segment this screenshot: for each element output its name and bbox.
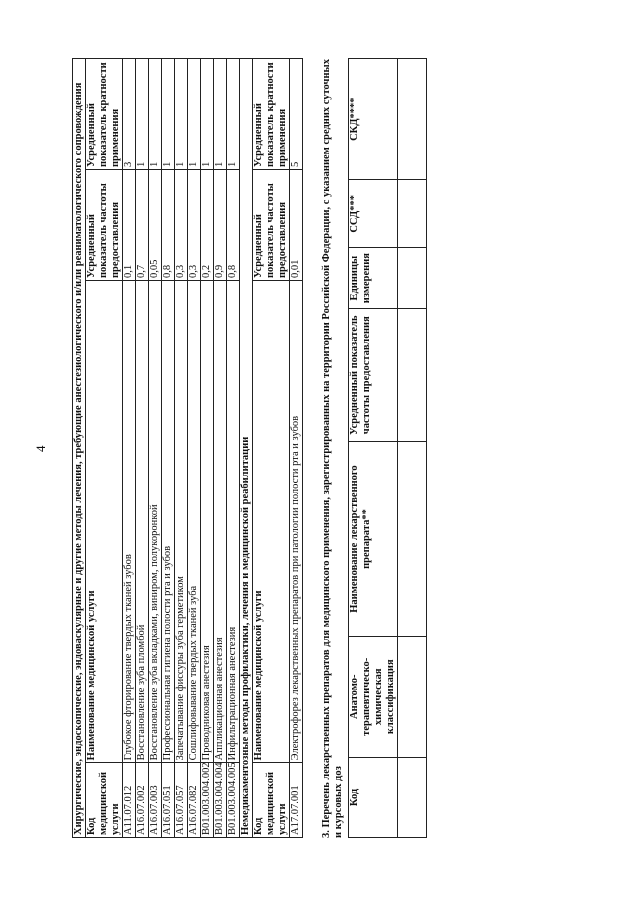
table-row xyxy=(149,59,162,838)
service-name: Электрофорез лекарственных препаратов при патологии полости рта и зубов xyxy=(290,281,303,763)
frequency-value: 0,9 xyxy=(214,170,227,281)
surgical-methods-table xyxy=(72,58,303,838)
service-name: Аппликационная анестезия xyxy=(214,281,227,763)
header-unit: Единицы измерения xyxy=(349,248,398,309)
table-row xyxy=(201,59,214,838)
table-row xyxy=(290,59,303,838)
frequency-value: 0,01 xyxy=(290,170,303,281)
multiplicity-value: 1 xyxy=(201,59,214,170)
empty-cell xyxy=(398,442,427,636)
table-header-row xyxy=(349,59,398,838)
service-code: B01.003.004.005 xyxy=(227,763,240,838)
multiplicity-value: 1 xyxy=(188,59,201,170)
frequency-value: 0,7 xyxy=(136,170,149,281)
drugs-table xyxy=(348,58,427,838)
header-code: Код xyxy=(349,757,398,837)
service-code: A16.07.003 xyxy=(149,763,162,838)
header-frequency: Усредненный показатель частоты предоставления xyxy=(349,308,398,441)
header-code: Код медицинской услуги xyxy=(86,763,123,838)
frequency-value: 0,2 xyxy=(201,170,214,281)
service-code: A16.07.051 xyxy=(162,763,175,838)
table-row xyxy=(175,59,188,838)
multiplicity-value: 1 xyxy=(175,59,188,170)
empty-cell xyxy=(398,248,427,309)
table-row xyxy=(398,59,427,838)
service-code: B01.003.004.002 xyxy=(201,763,214,838)
table-row xyxy=(123,59,136,838)
frequency-value: 0,1 xyxy=(123,170,136,281)
multiplicity-value: 5 xyxy=(290,59,303,170)
table-row xyxy=(214,59,227,838)
service-code: A11.07.012 xyxy=(123,763,136,838)
table-row xyxy=(188,59,201,838)
service-code: A16.07.057 xyxy=(175,763,188,838)
empty-cell xyxy=(398,757,427,837)
document-sheet xyxy=(72,58,612,838)
header-frequency: Усредненный показатель частоты предоставления xyxy=(253,170,290,281)
service-name: Профессиональная гигиена полости рта и зубов xyxy=(162,281,175,763)
table-header-row xyxy=(86,59,123,838)
multiplicity-value: 1 xyxy=(214,59,227,170)
frequency-value: 0,8 xyxy=(162,170,175,281)
service-name: Запечатывание фиссуры зуба герметиком xyxy=(175,281,188,763)
service-code: B01.003.004.004 xyxy=(214,763,227,838)
table-row xyxy=(227,59,240,838)
table-row xyxy=(136,59,149,838)
surgical-section-title: Хирургические, эндоскопические, эндоваскулярные и другие методы лечения, требующие анестезиологического и/или реаниматологического сопровождения xyxy=(73,59,86,838)
table-row xyxy=(162,59,175,838)
service-name: Глубокое фторирование твердых тканей зубов xyxy=(123,281,136,763)
header-multiplicity: Усредненный показатель кратности применения xyxy=(86,59,123,170)
multiplicity-value: 3 xyxy=(123,59,136,170)
header-code: Код медицинской услуги xyxy=(253,763,290,838)
empty-cell xyxy=(398,308,427,441)
service-name: Проводниковая анестезия xyxy=(201,281,214,763)
drugs-section-title: 3. Перечень лекарственных препаратов для медицинского применения, зарегистрированных на территории Российской Федерации, с указанием средних суточных и курсовых доз xyxy=(321,59,344,838)
empty-cell xyxy=(398,59,427,180)
frequency-value: 0,3 xyxy=(175,170,188,281)
service-name: Сошлифовывание твердых тканей зуба xyxy=(188,281,201,763)
multiplicity-value: 1 xyxy=(136,59,149,170)
header-multiplicity: Усредненный показатель кратности применения xyxy=(253,59,290,170)
multiplicity-value: 1 xyxy=(162,59,175,170)
header-atc: Анатомо-терапевтическо-химическая классификация xyxy=(349,636,398,757)
page-number: 4 xyxy=(33,445,48,452)
header-name: Наименование медицинской услуги xyxy=(86,281,123,763)
header-ssd: ССД*** xyxy=(349,180,398,248)
frequency-value: 0,05 xyxy=(149,170,162,281)
service-name: Восстановление зуба пломбой xyxy=(136,281,149,763)
frequency-value: 0,3 xyxy=(188,170,201,281)
service-name: Восстановление зуба вкладками, виниром, полукоронкой xyxy=(149,281,162,763)
empty-cell xyxy=(398,636,427,757)
header-name: Наименование медицинской услуги xyxy=(253,281,290,763)
multiplicity-value: 1 xyxy=(227,59,240,170)
service-code: A16.07.002 xyxy=(136,763,149,838)
nondrug-section-title: Немедикаментозные методы профилактики, лечения и медицинской реабилитации xyxy=(240,59,253,838)
service-name: Инфильтрационная анестезия xyxy=(227,281,240,763)
service-code: A17.07.001 xyxy=(290,763,303,838)
empty-cell xyxy=(398,180,427,248)
table-header-row xyxy=(253,59,290,838)
frequency-value: 0,8 xyxy=(227,170,240,281)
header-drug-name: Наименование лекарственного препарата** xyxy=(349,442,398,636)
header-skd: СКД**** xyxy=(349,59,398,180)
header-frequency: Усредненный показатель частоты предоставления xyxy=(86,170,123,281)
service-code: A16.07.082 xyxy=(188,763,201,838)
multiplicity-value: 1 xyxy=(149,59,162,170)
